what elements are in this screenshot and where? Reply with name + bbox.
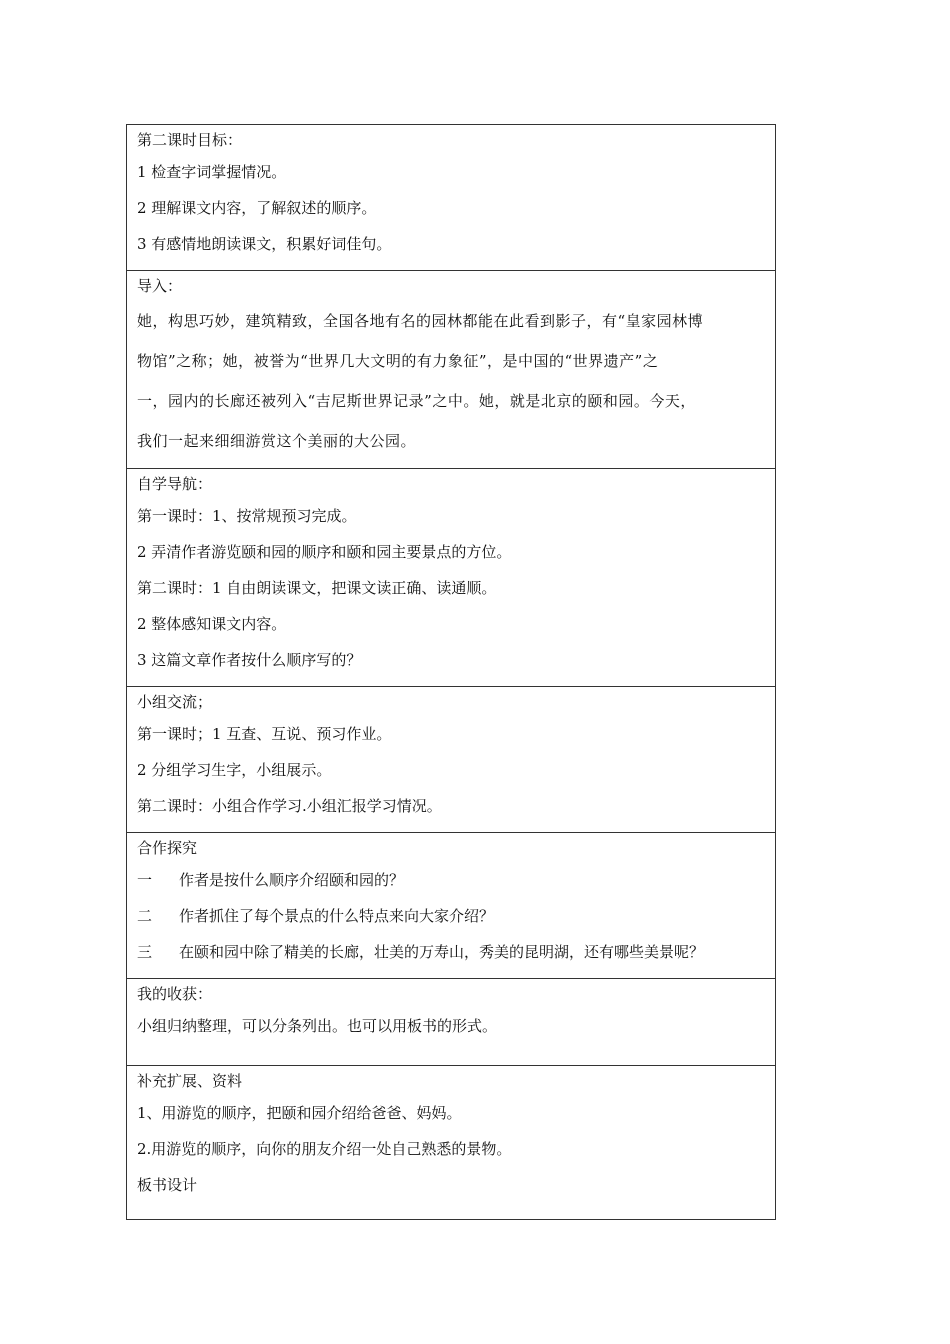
self-study-item: 第二课时：1 自由朗读课文，把课文读正确、读通顺。: [137, 579, 497, 597]
extension-item: 2.用游览的顺序，向你的朋友介绍一处自己熟悉的景物。: [137, 1140, 512, 1158]
self-study-item: 2 整体感知课文内容。: [137, 615, 287, 633]
explore-item-text: 作者抓住了每个景点的什么特点来向大家介绍？: [179, 907, 495, 925]
intro-cell: [127, 271, 775, 469]
group-item: 第一课时；1 互查、互说、预习作业。: [137, 725, 392, 743]
intro-line: 我们一起来细细游赏这个美丽的大公园。: [137, 432, 417, 450]
explore-item-number: 一: [137, 871, 153, 889]
harvest-cell: [127, 979, 775, 1066]
self-study-cell: [127, 469, 775, 687]
explore-item-number: 三: [137, 943, 153, 961]
explore-item: [137, 865, 775, 901]
goal-item: 1 检查字词掌握情况。: [137, 163, 287, 181]
group-item: 第二课时：小组合作学习.小组汇报学习情况。: [137, 797, 442, 815]
harvest-heading: 我的收获：: [137, 985, 213, 1003]
explore-item: [137, 937, 775, 973]
explore-item-text: 在颐和园中除了精美的长廊，壮美的万寿山，秀美的昆明湖，还有哪些美景呢？: [179, 943, 705, 961]
extension-item: 1、用游览的顺序，把颐和园介绍给爸爸、妈妈。: [137, 1104, 462, 1122]
goals-cell: [127, 125, 775, 271]
explore-heading: 合作探究: [137, 839, 198, 857]
lesson-plan-table: [126, 124, 776, 1220]
harvest-item: 小组归纳整理，可以分条列出。也可以用板书的形式。: [137, 1017, 498, 1035]
explore-cell: [127, 833, 775, 979]
goals-heading: 第二课时目标：: [137, 131, 243, 149]
explore-item-text: 作者是按什么顺序介绍颐和园的？: [179, 871, 405, 889]
extension-cell: [127, 1066, 775, 1219]
self-study-item: 3 这篇文章作者按什么顺序写的？: [137, 651, 362, 669]
self-study-item: 2 弄清作者游览颐和园的顺序和颐和园主要景点的方位。: [137, 543, 512, 561]
extension-item: 板书设计: [137, 1176, 198, 1194]
intro-line: 一，园内的长廊还被列入“吉尼斯世界记录”之中。她，就是北京的颐和园。今天，: [137, 392, 696, 410]
group-cell: [127, 687, 775, 833]
explore-item-number: 二: [137, 907, 153, 925]
intro-line: 物馆”之称；她，被誉为“世界几大文明的有力象征”，是中国的“世界遗产”之: [137, 352, 659, 370]
intro-line: 她，构思巧妙，建筑精致，全国各地有名的园林都能在此看到影子，有“皇家园林博: [137, 312, 704, 330]
group-heading: 小组交流；: [137, 693, 213, 711]
extension-heading: 补充扩展、资料: [137, 1072, 243, 1090]
self-study-heading: 自学导航：: [137, 475, 213, 493]
goal-item: 3 有感情地朗读课文，积累好词佳句。: [137, 235, 392, 253]
group-item: 2 分组学习生字，小组展示。: [137, 761, 332, 779]
goal-item: 2 理解课文内容，了解叙述的顺序。: [137, 199, 377, 217]
intro-heading: 导入：: [137, 277, 183, 295]
self-study-item: 第一课时：1、按常规预习完成。: [137, 507, 357, 525]
explore-item: [137, 901, 775, 937]
